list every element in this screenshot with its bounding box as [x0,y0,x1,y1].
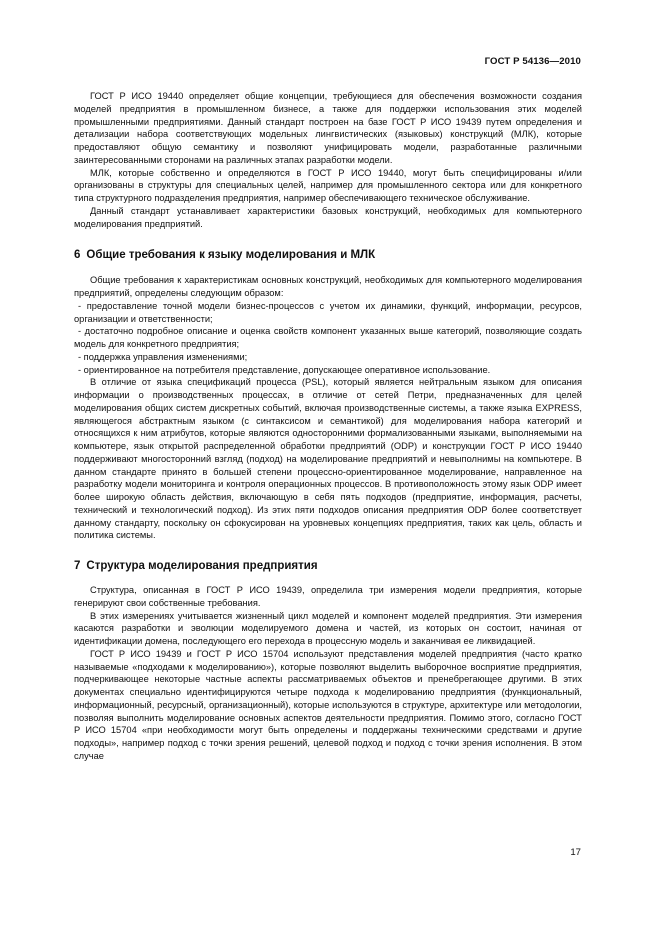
intro-paragraph-1: ГОСТ Р ИСО 19440 определяет общие концепции, требующиеся для обеспечения возможности создания моделей предприятия в промышленном бизнесе, а также для поддержки использования этих моделей промышленными предприятиями. Данный стандарт построен на базе ГОСТ Р ИСО 19439 путем определения и детализации набора соответствующих модельных лингвистических (языковых) конструкций (МЛК), которые предоставляют общую семантику и позволяют унифицировать модели, разработанные различными заинтересованными сторонами на различных этапах разработки модели. [74,91,582,165]
intro-paragraph-3: Данный стандарт устанавливает характеристики базовых конструкций, необходимых для компьютерного моделирования предприятий. [74,205,582,229]
page-number: 17 [570,847,581,858]
document-code-header: ГОСТ Р 54136—2010 [484,56,581,67]
section-7-heading [74,559,582,573]
requirement-list-item: - достаточно подробное описание и оценка свойств компонент указанных выше категорий, позволяющие создать модель для конкретного предприятия; [74,326,582,349]
page-content [74,90,582,763]
section-7-title: Структура моделирования предприятия [86,560,318,572]
section-6-intro: Общие требования к характеристикам основных конструкций, необходимых для компьютерного моделирования предприятий, определены следующим образом: [74,275,582,298]
section-6-title: Общие требования к языку моделирования и МЛК [86,249,376,262]
section-7-paragraph-2: В этих измерениях учитывается жизненный цикл моделей и компонент моделей предприятия. Эти измерения касаются разработки и эволюции моделируемого домена и частей, из которых он состоит, начиная от идентификации домена, последующего его перехода в процессную модель и заканчивая ее ликвидацией. [74,610,582,646]
intro-paragraph-2: МЛК, которые собственно и определяются в ГОСТ Р ИСО 19440, могут быть специфицированы и/или организованы в структуры для специальных целей, например для промышленного сектора или для конкретного типа структурного подразделения предприятия, например обеспечивающего техническое обслуживание. [74,167,582,203]
section-6-body: В отличие от языка спецификаций процесса (PSL), который является нейтральным языком для описания информации о производственных процессах, в отличие от сетей Петри, предназначенных для целей моделирования общих систем дискретных событий, включая производственные системы, а также языка EXPRESS, являющегося абстрактным языком (с синтаксисом и семантикой) для моделирования набора категорий и относящихся к ним атрибутов, которые являются односторонними формализованными языками, выполняемыми на компьютере, язык открытой распределенной обработки предприятий (ODP) и конструкции ГОСТ Р ИСО 19440 поддерживают многосторонний взгляд (подход) на моделирование предприятий и невыполнимы на компьютере. В данном стандарте принято в большей степени процессно-ориентированное моделирование, направленное на разработку модели мониторинга и контроля операционных процессов. В противоположность этому язык ODP имеет более широкую область действия, включающую в себя пять подходов (предприятие, информация, расчеты, технический и технологический подход). Из этих пяти подходов описания предприятия ODP более соответствует данному стандарту, поскольку он сфокусирован на уровневых концепциях предприятия, таких как цель, область и политика системы. [74,377,582,541]
section-7-paragraph-1: Структура, описанная в ГОСТ Р ИСО 19439, определила три измерения модели предприятия, которые генерируют свои собственные требования. [74,585,582,608]
requirement-list-item: - поддержка управления изменениями; [78,351,248,362]
section-7-number: 7 [74,560,81,572]
section-7-paragraph-3: ГОСТ Р ИСО 19439 и ГОСТ Р ИСО 15704 используют представления моделей предприятия (часто кратко называемые «подходами к моделированию»), которые позволяют выделить выборочное восприятие предприятия, подчеркивающее некоторые частные аспекты рассматриваемых объектов и пренебрегающее другими. В этих документах специально идентифицируются четыре подхода к моделированию предприятия (функциональный, информационный, ресурсный, организационный), которые используются в структуре, архитектуре или методологии, позволяя выполнить моделирование основных аспектов деятельности предприятия. Помимо этого, согласно ГОСТ Р ИСО 15704 «при необходимости могут быть определены и поддержаны техническими средствами и другие подходы», например подход с точки зрения решений, целевой подход и подход с точки зрения исполнения. В этом случае [74,648,582,761]
section-6-number: 6 [74,249,81,262]
section-6-heading [74,248,582,262]
requirement-list-item: - предоставление точной модели бизнес-процессов с учетом их динамики, функций, информации, ресурсов, организации и ответственности; [74,300,582,324]
requirement-list-item: - ориентированное на потребителя представление, допускающее оперативное использование. [78,364,491,375]
